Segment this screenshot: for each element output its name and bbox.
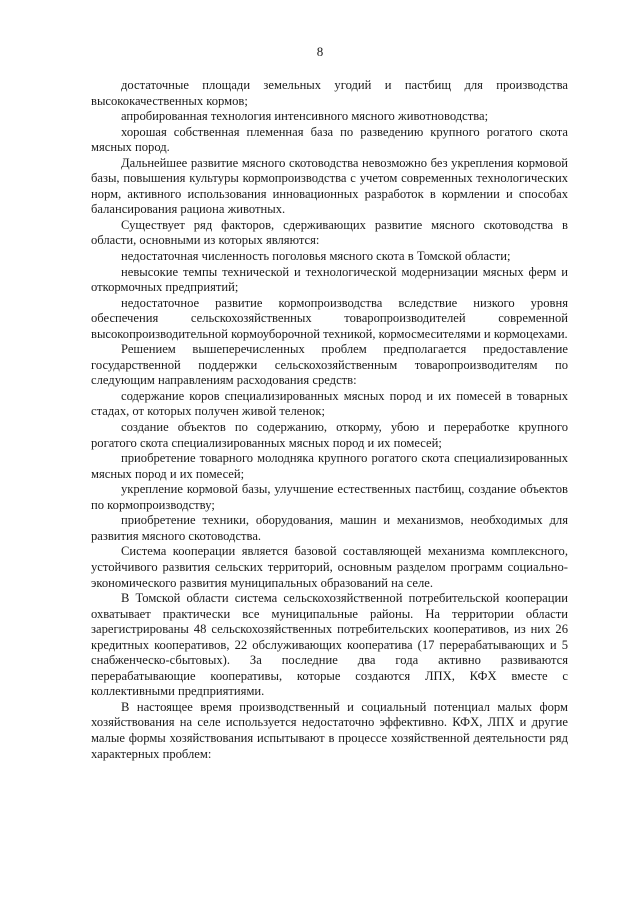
page-number: 8: [316, 44, 324, 59]
paragraph-4: Дальнейшее развитие мясного скотоводства невозможно без укрепления кормовой базы, повышения культуры кормопроизводства с учетом современных технологических норм, активного использования инновационных разработок в кормлении и способах балансирования рациона животных.: [91, 155, 568, 217]
paragraph-16: В Томской области система сельскохозяйственной потребительской кооперации охватывает практически все муниципальные районы. На территории области зарегистрированы 48 сельскохозяйственных потребительских кооперативов, из них 26 кредитных кооперативов, 22 обслуживающих кооператива (17 перерабатывающих и 5 снабженческо-сбытовых). За последние два года активно развиваются перерабатывающие кооперативы, которые создаются ЛПХ, КФХ вместе с коллективными предприятиями.: [91, 591, 568, 699]
paragraph-3: хорошая собственная племенная база по разведению крупного рогатого скота мясных пород.: [91, 124, 568, 155]
paragraph-7: невысокие темпы технической и технологической модернизации мясных ферм и откормочных предприятий;: [91, 264, 568, 295]
paragraph-5: Существует ряд факторов, сдерживающих развитие мясного скотоводства в области, основными из которых являются:: [91, 217, 568, 248]
document-body: [91, 78, 568, 762]
paragraph-17: В настоящее время производственный и социальный потенциал малых форм хозяйствования на селе используется недостаточно эффективно. КФХ, ЛПХ и другие малые формы хозяйствования испытывают в процессе хозяйственной деятельности ряд характерных проблем:: [91, 699, 568, 761]
paragraph-15: Система кооперации является базовой составляющей механизма комплексного, устойчивого развития сельских территорий, основным разделом программ социально-экономического развития муниципальных образований на селе.: [91, 544, 568, 590]
paragraph-13: укрепление кормовой базы, улучшение естественных пастбищ, создание объектов по кормопроизводству;: [91, 482, 568, 512]
paragraph-14: приобретение техники, оборудования, машин и механизмов, необходимых для развития мясного скотоводства.: [91, 513, 568, 543]
paragraph-8: недостаточное развитие кормопроизводства вследствие низкого уровня обеспечения сельскохозяйственных товаропроизводителей современной высокопроизводительной кормоуборочной техникой, кормосмесителями и кормоцехами.: [91, 295, 568, 341]
paragraph-12: приобретение товарного молодняка крупного рогатого скота специализированных мясных пород и их помесей;: [91, 451, 568, 481]
paragraph-11: создание объектов по содержанию, откорму, убою и переработке крупного рогатого скота специализированных мясных пород и их помесей;: [91, 420, 568, 450]
paragraph-9: Решением вышеперечисленных проблем предполагается предоставление государственной поддержки сельскохозяйственным товаропроизводителям по следующим направлениям расходования средств:: [91, 342, 568, 388]
paragraph-1: достаточные площади земельных угодий и пастбищ для производства высококачественных кормов;: [91, 78, 568, 108]
paragraph-10: содержание коров специализированных мясных пород и их помесей в товарных стадах, от которых получен живой теленок;: [91, 388, 568, 419]
paragraph-6: недостаточная численность поголовья мясного скота в Томской области;: [121, 249, 511, 264]
paragraph-2: апробированная технология интенсивного мясного животноводства;: [121, 109, 489, 124]
